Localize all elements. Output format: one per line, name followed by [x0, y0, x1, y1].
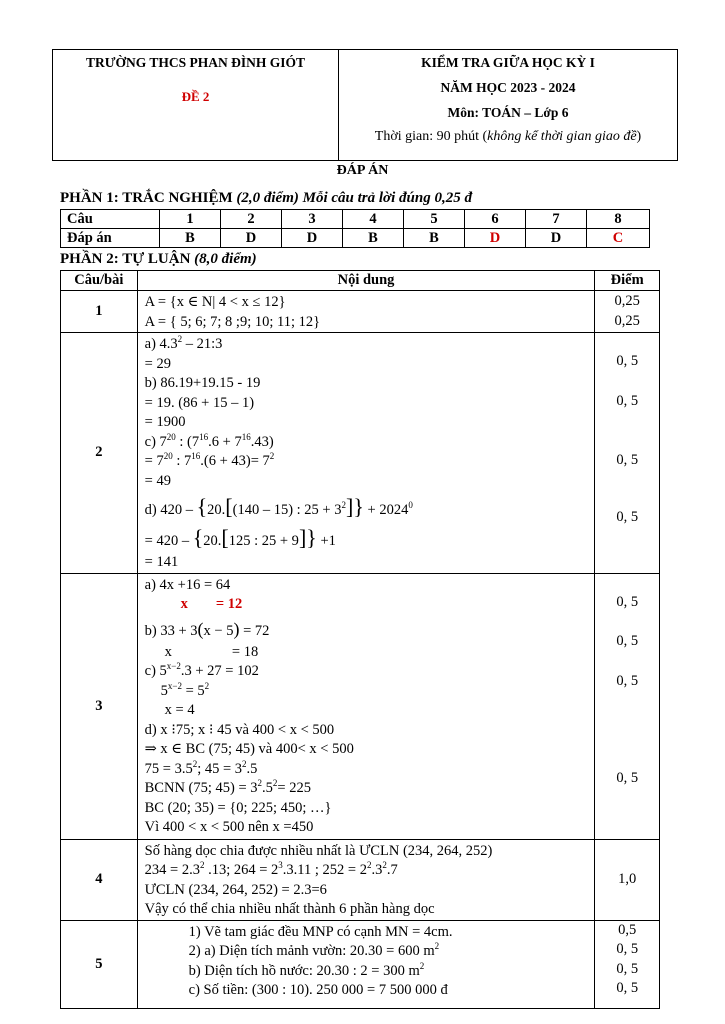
mc-q: 6	[465, 210, 526, 229]
question-content	[137, 573, 595, 839]
mc-q: 4	[343, 210, 404, 229]
mc-q: 1	[160, 210, 221, 229]
content-line: x = 18	[164, 643, 259, 660]
content-line: BC (20; 35) = {0; 225; 450; …}	[144, 799, 332, 816]
content-line: c) Số tiền: (300 : 10). 250 000 = 7 500 000 đ	[188, 982, 448, 998]
content-line: BCNN (75; $45) = 3^2.5^2= 225$	[144, 778, 311, 796]
content-line: Vậy có thể chia nhiều nhất thành 6 phần hàng dọc	[144, 901, 435, 917]
mc-q: 3	[282, 210, 343, 229]
mc-answer: B	[343, 229, 404, 248]
content-line: x = 4	[164, 702, 195, 718]
col-question: Câu/bài	[61, 271, 138, 291]
question-number: 5	[61, 920, 138, 1008]
points-value: 0, 5	[616, 452, 639, 468]
content-line: $5^{x-2} = 5^2$	[160, 680, 210, 699]
exam-code: ĐỀ 2	[181, 89, 210, 104]
content-line: d) 420 – {20.[(140 – 15) : $25 + 3^2]\} + 2024^0$	[144, 494, 413, 519]
points-value: 0, 5	[616, 509, 639, 525]
part1-heading	[60, 190, 472, 207]
question-number: 1	[61, 291, 138, 333]
mc-row-label: Câu	[61, 210, 160, 229]
content-line: A = { 5; 6; 7; 8 ;9; 10; 11; 12}	[144, 313, 321, 330]
content-line: $234 = 2.3^2$ .13; $264 = 2^3.3.11$ ; $252 = 2^2.3^2.7$	[144, 860, 398, 878]
content-line: x = 12	[180, 596, 243, 612]
points-value: 0, 5	[616, 593, 639, 610]
points-value: 0,25	[614, 312, 640, 329]
question-points: 1,0	[595, 839, 660, 920]
part2-heading-text: PHẦN 2: TỰ LUẬN	[60, 251, 195, 267]
question-points	[595, 920, 660, 1008]
points-value: 0,25	[614, 293, 640, 309]
col-content: Nội dung	[137, 271, 595, 291]
content-line: b) Diện tích hồ nước: 20.30 : 2 = 300 $m^2$	[188, 960, 425, 979]
content-line: a) 4x +16 = 64	[144, 576, 231, 593]
content-line: A = {x ∈ N| 4 < x ≤ 12}	[144, 294, 286, 310]
question-points	[595, 573, 660, 839]
mc-answer: C	[587, 229, 650, 248]
essay-header-row	[61, 271, 660, 291]
content-line: = 1900	[144, 414, 186, 430]
subject: Môn: TOÁN – Lớp 6	[447, 105, 569, 120]
content-line: = $7^{20}$ : $7^{16}.(6 + 43)= 7^2$	[144, 451, 275, 469]
question-content	[137, 920, 595, 1008]
duration-end: )	[636, 129, 642, 144]
duration-label: Thời gian: 90 phút (	[374, 129, 488, 144]
question-content	[137, 291, 595, 333]
multiple-choice-table	[60, 209, 650, 248]
part1-heading-text: PHẦN 1: TRẮC NGHIỆM	[60, 190, 237, 206]
content-line: c) $5^{x-2}.3 + 27 = 102$	[144, 661, 259, 679]
content-line: Số hàng dọc chia được nhiều nhất là ƯCLN (234, 264, 252)	[144, 842, 493, 859]
mc-q: 8	[587, 210, 650, 229]
mc-q: 7	[526, 210, 587, 229]
part2-heading	[60, 251, 257, 268]
duration-note: không kể thời gian giao đề	[487, 129, 637, 144]
question-5-row	[61, 920, 660, 1008]
mc-row-label: Đáp án	[61, 229, 160, 248]
mc-answer-row	[61, 229, 650, 248]
school-name: TRƯỜNG THCS PHAN ĐÌNH GIÓT	[85, 55, 306, 70]
mc-answer: B	[404, 229, 465, 248]
mc-answer: D	[526, 229, 587, 248]
points-value: 0, 5	[616, 393, 639, 409]
exam-duration	[339, 129, 677, 145]
header-table	[52, 49, 678, 161]
mc-answer: B	[160, 229, 221, 248]
col-points: Điểm	[595, 271, 660, 291]
question-1-row	[61, 291, 660, 333]
question-points	[595, 291, 660, 333]
mc-answer: D	[221, 229, 282, 248]
points-value: 0, 5	[616, 980, 639, 996]
mc-question-row	[61, 210, 650, 229]
school-cell	[53, 50, 339, 161]
question-number: 3	[61, 573, 138, 839]
points-value: 0, 5	[616, 960, 639, 977]
points-value: 0, 5	[616, 941, 639, 957]
exam-info-cell	[339, 50, 678, 161]
question-content	[137, 839, 595, 920]
content-line: = 29	[144, 355, 171, 372]
question-4-row	[61, 839, 660, 920]
answer-title: ĐÁP ÁN	[336, 163, 389, 178]
content-line: 2) a) Diện tích mảnh vườn: 20.30 = 600 $m^2$	[188, 941, 440, 959]
points-value: 0, 5	[616, 672, 639, 689]
mc-q: 5	[404, 210, 465, 229]
content-line: = 420 – {20.[125 : 25 + 9]} +1	[144, 525, 336, 550]
school-year: NĂM HỌC 2023 - 2024	[440, 80, 576, 95]
essay-table	[60, 270, 660, 1009]
exam-title: KIỂM TRA GIỮA HỌC KỲ I	[421, 55, 595, 70]
question-number: 4	[61, 839, 138, 920]
content-line: $75 = 3.5^2$; $45 = 3^2.5$	[144, 758, 258, 777]
points-value: 0,5	[618, 921, 637, 938]
points-value: 0, 5	[616, 353, 639, 369]
content-line: 1) Vẽ tam giác đều MNP có cạnh MN = 4cm.	[188, 923, 453, 940]
content-line: b) 33 + 3(x − 5) = 72	[144, 618, 270, 639]
content-line: ƯCLN (234, 264, 252) = 2.3=6	[144, 881, 327, 898]
content-line: d) x ⁝75; x ⁝ 45 và 400 < x < 500	[144, 721, 335, 738]
points-value: 0, 5	[616, 632, 639, 649]
part1-heading-note: (2,0 điểm) Mỗi câu trả lời đúng 0,25 đ	[236, 190, 472, 206]
content-line: Vì 400 < x < 500 nên x =450	[144, 819, 314, 835]
content-line: a) $4.3^2$ – 21:3	[144, 334, 223, 352]
content-line: = 49	[144, 472, 171, 489]
mc-answer: D	[282, 229, 343, 248]
part2-heading-note: (8,0 điểm)	[194, 251, 257, 267]
content-line: ⇒ x ∈ BC (75; 45) và 400< x < 500	[144, 741, 354, 757]
points-value: 0, 5	[616, 769, 639, 786]
question-2-row	[61, 333, 660, 574]
content-line: = 141	[144, 554, 179, 570]
mc-q: 2	[221, 210, 282, 229]
question-content	[137, 333, 595, 574]
content-line: = 19. (86 + 15 – 1)	[144, 394, 255, 411]
question-number: 2	[61, 333, 138, 574]
content-line: b) 86.19+19.15 - 19	[144, 375, 261, 391]
question-3-row	[61, 573, 660, 839]
content-line: c) $7^{20}$ : $(7^{16}.6 + 7^{16}.43)$	[144, 431, 274, 450]
mc-answer: D	[465, 229, 526, 248]
question-points	[595, 333, 660, 574]
